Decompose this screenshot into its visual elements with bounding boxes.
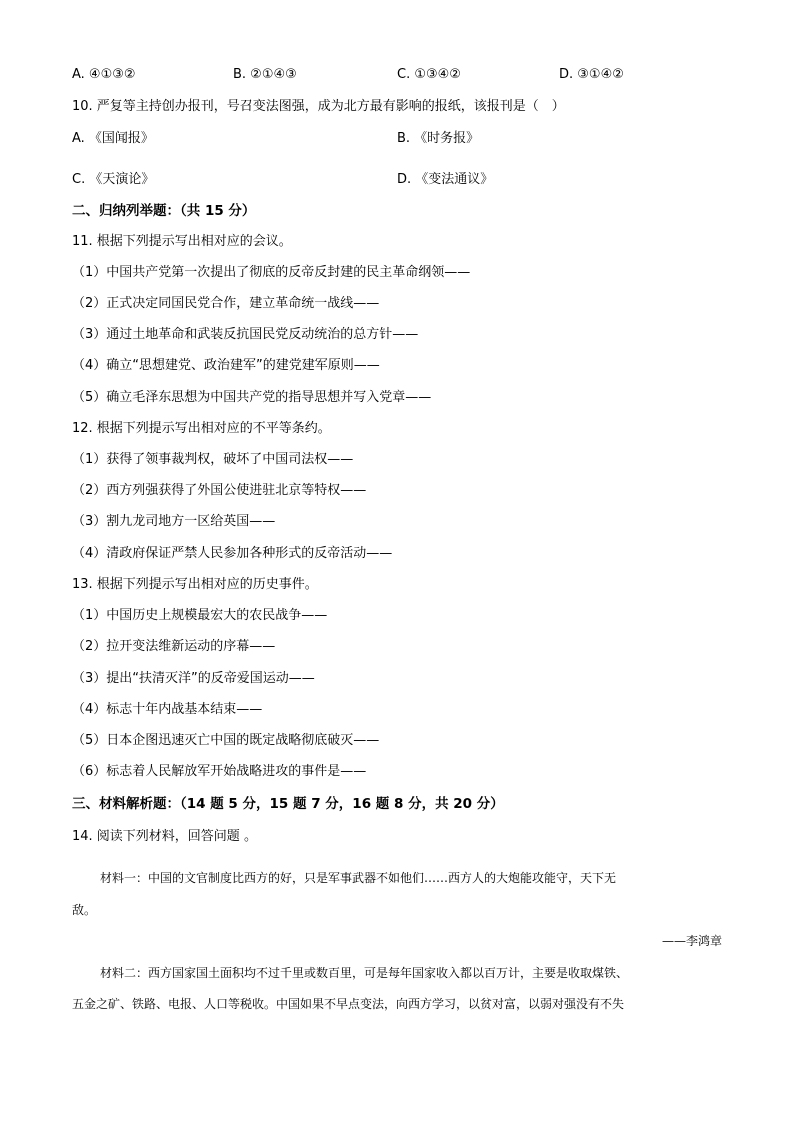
q13-item-3: （3）提出“扶清灭洋”的反帝爱国运动——: [72, 671, 315, 686]
q11-item-2: （2）正式决定同国民党合作，建立革命统一战线——: [72, 296, 380, 311]
q14-material2-line1: 材料二：西方国家国土面积均不过千里或数百里，可是每年国家收入都以百万计，主要是收取煤铁、: [100, 966, 629, 980]
q12-item-1: （1）获得了领事裁判权，破坏了中国司法权——: [72, 452, 354, 467]
q10-stem: 10. 严复等主持创办报刊，号召变法图强，成为北方最有影响的报纸，该报刊是（ ）: [72, 99, 565, 114]
q14-material1-line1: 材料一：中国的文官制度比西方的好，只是军事武器不如他们……西方人的大炮能攻能守，天下无: [100, 871, 617, 885]
q13-item-5: （5）日本企图迅速灭亡中国的既定战略彻底破灭——: [72, 733, 380, 748]
q12-item-3: （3）割九龙司地方一区给英国——: [72, 514, 276, 529]
q11-stem: 11. 根据下列提示写出相对应的会议。: [72, 234, 292, 249]
q14-attribution: ——李鸿章: [661, 934, 722, 948]
q9-option-c: C. ①③④②: [397, 67, 461, 82]
q13-item-6: （6）标志着人民解放军开始战略进攻的事件是——: [72, 764, 367, 779]
q11-item-4: （4）确立“思想建党、政治建军”的建党建军原则——: [72, 358, 380, 373]
q9-option-b: B. ②①④③: [233, 67, 297, 82]
q13-item-2: （2）拉开变法维新运动的序幕——: [72, 639, 276, 654]
q9-option-d: D. ③①④②: [559, 67, 624, 82]
q11-item-1: （1）中国共产党第一次提出了彻底的反帝反封建的民主革命纲领——: [72, 265, 471, 280]
q13-item-4: （4）标志十年内战基本结束——: [72, 702, 263, 717]
q13-stem: 13. 根据下列提示写出相对应的历史事件。: [72, 577, 318, 592]
q11-item-5: （5）确立毛泽东思想为中国共产党的指导思想并写入党章——: [72, 390, 432, 405]
q9-option-a: A. ④①③②: [72, 67, 136, 82]
q10-option-a: A. 《国闻报》: [72, 131, 154, 146]
q13-item-1: （1）中国历史上规模最宏大的农民战争——: [72, 608, 328, 623]
section3-title: 三、材料解析题：（14 题 5 分，15 题 7 分，16 题 8 分，共 20 分）: [72, 796, 504, 812]
q14-material2-line2: 五金之矿、铁路、电报、人口等税收。中国如果不早点变法，向西方学习，以贫对富，以弱对强没有不失: [72, 997, 625, 1011]
section2-title: 二、归纳列举题：（共 15 分）: [72, 203, 256, 219]
q10-option-d: D. 《变法通议》: [397, 172, 494, 187]
q14-material1-line2: 敌。: [72, 903, 97, 917]
q12-item-4: （4）清政府保证严禁人民参加各种形式的反帝活动——: [72, 546, 393, 561]
q10-option-c: C. 《天演论》: [72, 172, 155, 187]
q14-stem: 14. 阅读下列材料，回答问题 。: [72, 829, 257, 844]
q10-option-b: B. 《时务报》: [397, 131, 480, 146]
q12-item-2: （2）西方列强获得了外国公使进驻北京等特权——: [72, 483, 367, 498]
q12-stem: 12. 根据下列提示写出相对应的不平等条约。: [72, 421, 331, 436]
q11-item-3: （3）通过土地革命和武装反抗国民党反动统治的总方针——: [72, 327, 419, 342]
